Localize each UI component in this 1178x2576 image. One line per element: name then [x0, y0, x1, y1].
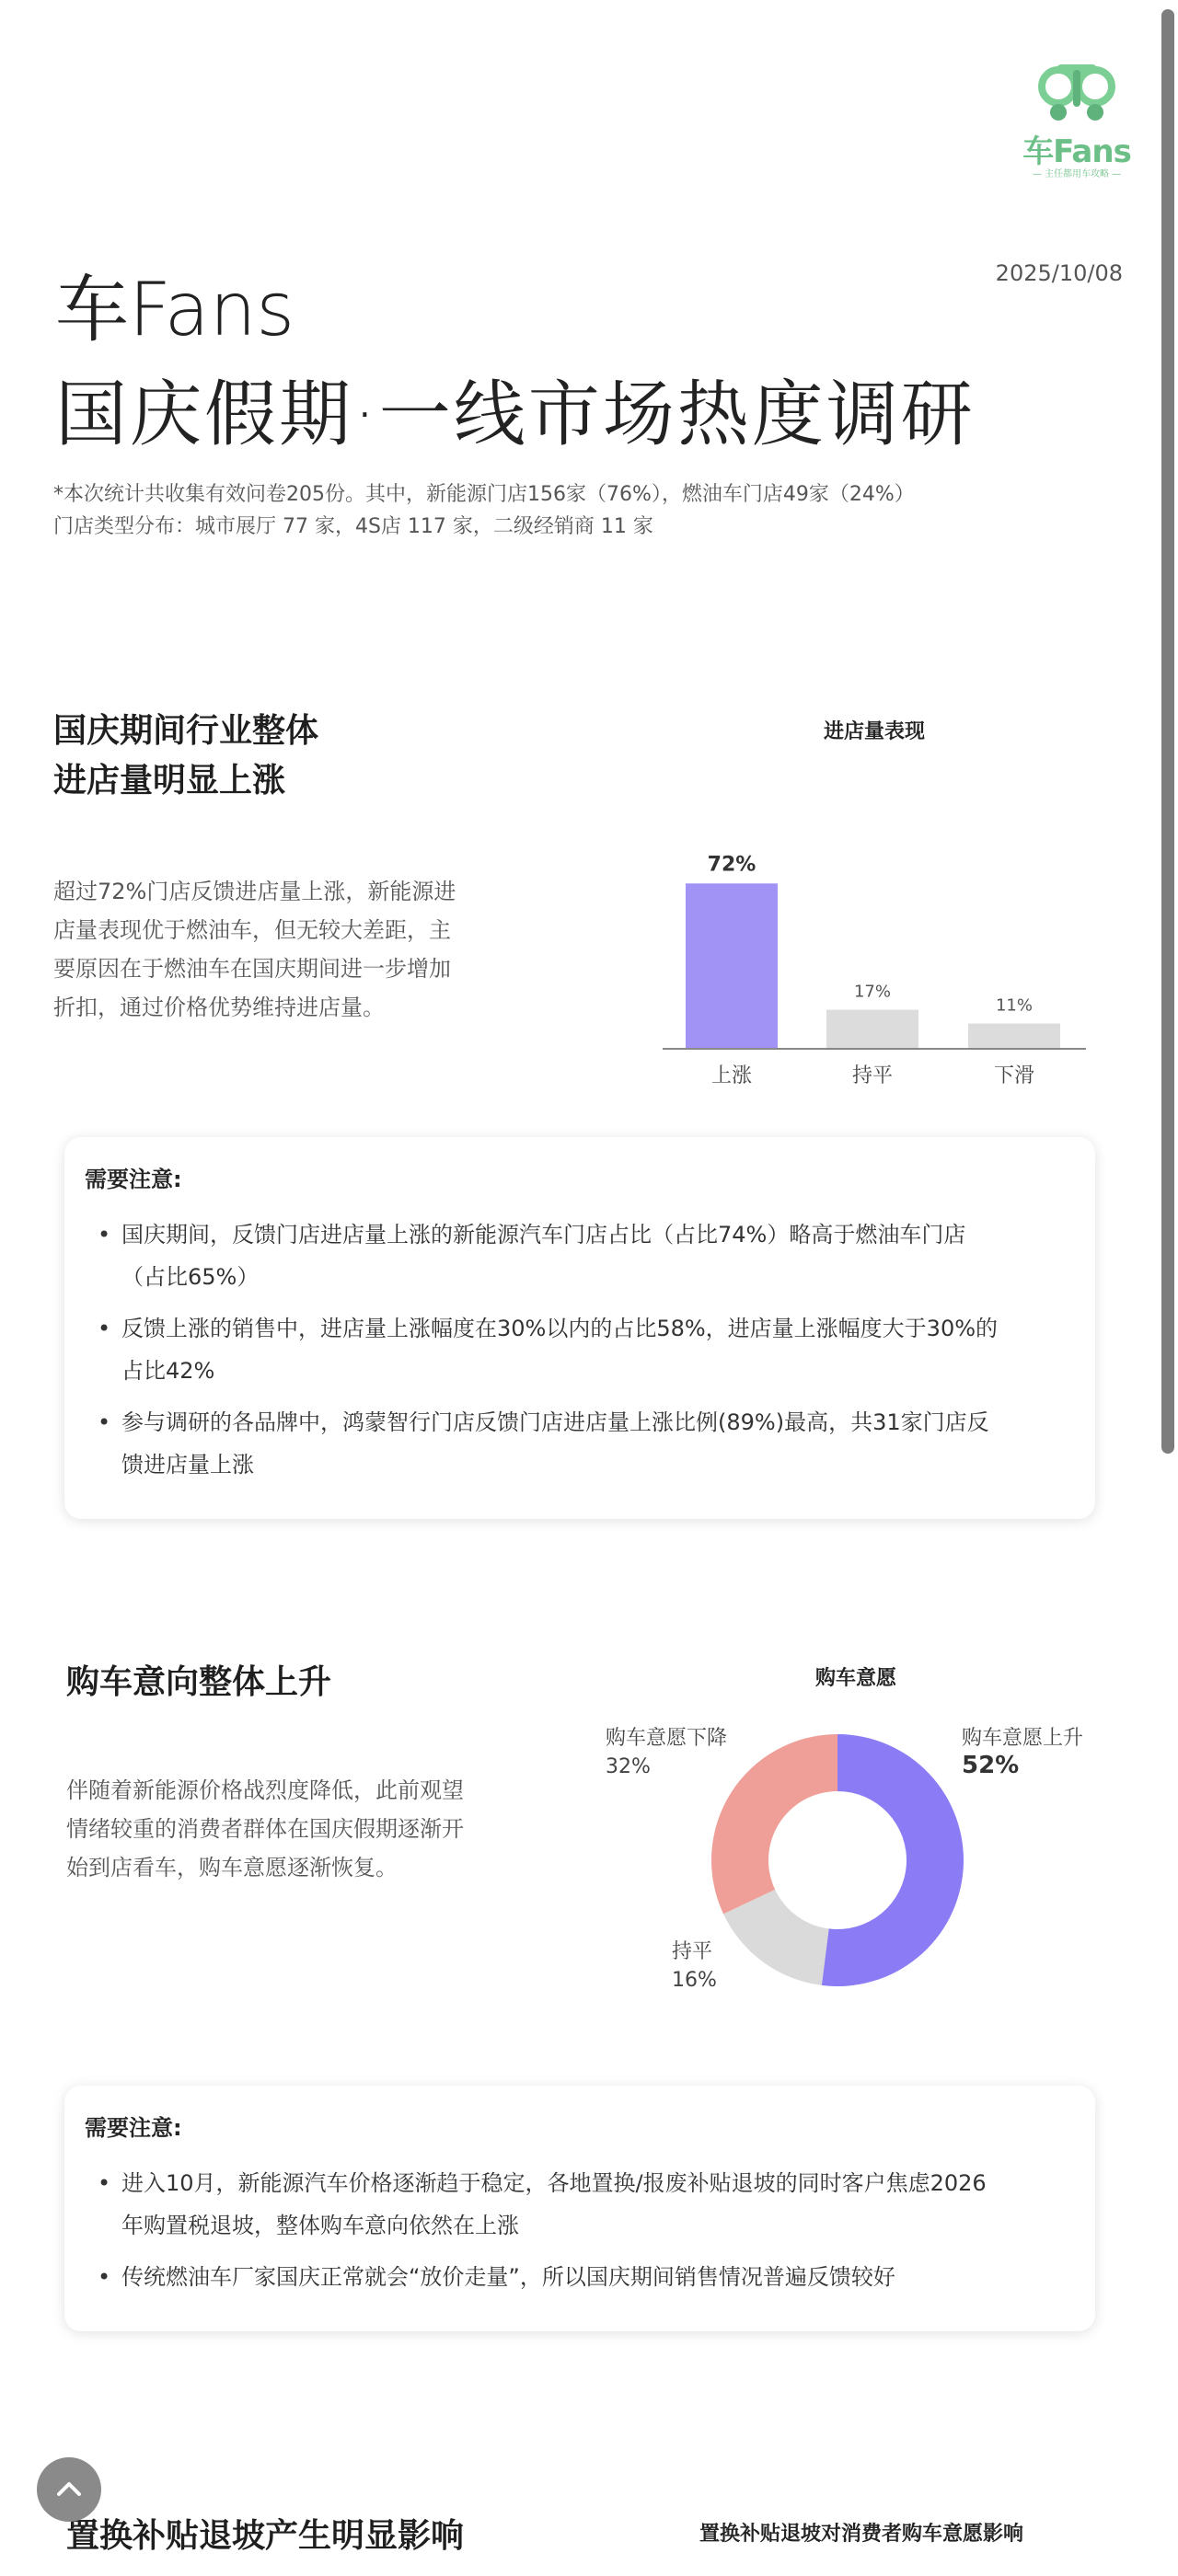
donut-value-label: 16% — [672, 1969, 717, 1992]
section2-paragraph — [66, 1771, 545, 1887]
notice-card-section1 — [64, 1137, 1095, 1519]
notice-item-line: • 国庆期间，反馈门店进店量上涨的新能源汽车门店占比（占比74%）略高于燃油车门店 — [121, 1222, 966, 1248]
donut-slice-购车意愿下降 — [711, 1734, 837, 1914]
section1-paragraph — [53, 872, 532, 1027]
notice-item-line: 年购置税退坡，整体购车意向依然在上涨 — [121, 2213, 519, 2238]
notice-item-line: • 进入10月，新能源汽车价格逐渐趋于稳定，各地置换/报废补贴退坡的同时客户焦虑2026 — [121, 2170, 987, 2196]
notice-item — [85, 2256, 1069, 2298]
notice-item — [85, 1307, 1069, 1392]
page-title-line2: 国庆假期·一线市场热度调研 — [55, 374, 976, 456]
notice-item-line: • 传统燃油车厂家国庆正常就会“放价走量”，所以国庆期间销售情况普遍反馈较好 — [121, 2264, 895, 2290]
notice-item-line: 馈进店量上涨 — [121, 1452, 254, 1478]
bar-category-label: 持平 — [851, 1064, 894, 1087]
survey-note-line2: 门店类型分布：城市展厅 77 家，4S店 117 家，二级经销商 11 家 — [53, 515, 653, 538]
page-title-line1: 车Fans — [55, 267, 295, 352]
scroll-to-top-button[interactable] — [37, 2457, 101, 2522]
report-date: 2025/10/08 — [995, 260, 1123, 286]
notice-item-line: 占比42% — [121, 1358, 215, 1384]
notice-item-line: （占比65%） — [121, 1264, 260, 1290]
notice-item — [85, 1213, 1069, 1298]
section3-title: 置换补贴退坡产生明显影响 — [66, 2517, 465, 2555]
notice-item-line: • 反馈上涨的销售中，进店量上涨幅度在30%以内的占比58%，进店量上涨幅度大于30%的 — [121, 1316, 999, 1341]
donut-category-label: 购车意愿下降 — [606, 1727, 728, 1750]
survey-note-line1: *本次统计共收集有效问卷205份。其中，新能源门店156家（76%），燃油车门店49家（24%） — [53, 483, 915, 506]
section1-title-line2: 进店量明显上涨 — [53, 762, 286, 799]
bar-value-label: 17% — [853, 982, 892, 1002]
donut-category-label: 持平 — [672, 1940, 713, 1963]
brand-logo — [1022, 57, 1132, 186]
bar-category-label: 上涨 — [710, 1064, 753, 1087]
section1-paragraph-line: 要原因在于燃油车在国庆期间进一步增加 — [53, 956, 451, 982]
section2-paragraph-line: 伴随着新能源价格战烈度降低，此前观望 — [66, 1777, 464, 1803]
notice-list — [85, 2162, 1069, 2298]
section3-chart-title: 置换补贴退坡对消费者购车意愿影响 — [699, 2523, 1024, 2546]
scrollbar-thumb[interactable] — [1161, 9, 1174, 1454]
donut-chart — [589, 1711, 1123, 2015]
section2-paragraph-line: 情绪较重的消费者群体在国庆假期逐渐开 — [66, 1816, 464, 1842]
section1-paragraph-line: 折扣，通过价格优势维持进店量。 — [53, 995, 385, 1020]
donut-chart-title: 购车意愿 — [814, 1667, 896, 1690]
logo-text: 车Fans — [1022, 133, 1131, 170]
section2-paragraph-line: 始到店看车，购车意愿逐渐恢复。 — [66, 1855, 398, 1880]
car-fans-logo-icon — [1022, 57, 1132, 126]
donut-value-label: 32% — [606, 1755, 651, 1778]
bar-category-label: 下滑 — [993, 1064, 1035, 1087]
bar-下滑 — [968, 1024, 1060, 1049]
section1-paragraph-line: 店量表现优于燃油车，但无较大差距，主 — [53, 917, 451, 943]
chevron-up-icon — [37, 2457, 101, 2522]
bar-chart — [644, 791, 1104, 1104]
bar-chart-title: 进店量表现 — [823, 720, 925, 743]
notice-card-title: 需要注意: — [85, 2115, 182, 2141]
donut-value-label: 52% — [962, 1752, 1020, 1779]
section1-title-line1: 国庆期间行业整体 — [53, 712, 319, 750]
notice-item-line: • 参与调研的各品牌中，鸿蒙智行门店反馈门店进店量上涨比例(89%)最高，共31家门店反 — [121, 1409, 989, 1435]
notice-list — [85, 1213, 1069, 1486]
section1-title — [53, 707, 318, 806]
logo-subtitle: — 主任都用车攻略 — — [1032, 169, 1122, 179]
bar-value-label: 72% — [707, 853, 756, 877]
notice-item — [85, 1401, 1069, 1486]
notice-item — [85, 2162, 1069, 2247]
notice-card-section2 — [64, 2086, 1095, 2331]
bar-value-label: 11% — [995, 995, 1034, 1016]
section1-paragraph-line: 超过72%门店反馈进店量上涨，新能源进 — [53, 879, 456, 904]
notice-card-title: 需要注意: — [85, 1167, 182, 1192]
donut-category-label: 购车意愿上升 — [962, 1727, 1084, 1750]
section2-title: 购车意向整体上升 — [66, 1663, 332, 1701]
donut-slice-购车意愿上升 — [822, 1734, 964, 1986]
bar-持平 — [826, 1010, 918, 1049]
bar-上涨 — [686, 883, 778, 1049]
